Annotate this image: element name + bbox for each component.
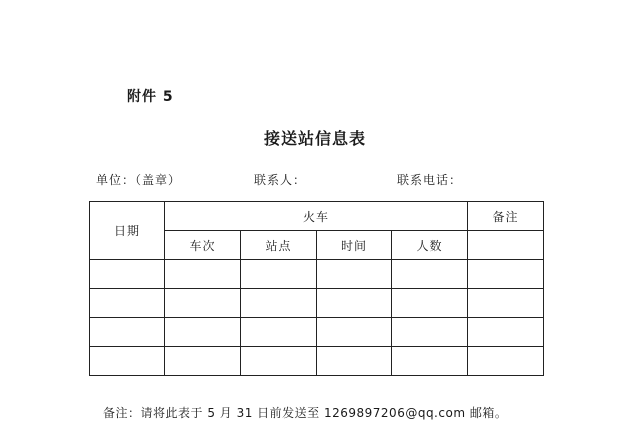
phone-label: 联系电话：	[397, 173, 463, 187]
table-cell[interactable]	[90, 318, 165, 347]
train-header: 火车	[165, 202, 468, 231]
train-number-header: 车次	[165, 231, 241, 260]
table-cell[interactable]	[392, 318, 468, 347]
header-row-1	[90, 202, 544, 231]
table-cell[interactable]	[165, 289, 241, 318]
table-cell[interactable]	[468, 318, 544, 347]
table-cell[interactable]	[165, 260, 241, 289]
date-header: 日期	[90, 202, 165, 260]
table-cell[interactable]	[468, 289, 544, 318]
table-cell[interactable]	[468, 260, 544, 289]
table-cell[interactable]	[317, 318, 392, 347]
pickup-info-table	[89, 201, 544, 376]
table-cell[interactable]	[317, 260, 392, 289]
table-row	[90, 260, 544, 289]
table-cell[interactable]	[317, 347, 392, 376]
remarks-subcell[interactable]	[468, 231, 544, 260]
time-header: 时间	[317, 231, 392, 260]
table-cell[interactable]	[241, 289, 317, 318]
table-row	[90, 347, 544, 376]
table-cell[interactable]	[317, 289, 392, 318]
attachment-label: 附件 5	[127, 89, 174, 105]
table-cell[interactable]	[165, 318, 241, 347]
table-cell[interactable]	[90, 260, 165, 289]
table-cell[interactable]	[241, 260, 317, 289]
remarks-header: 备注	[468, 202, 544, 231]
table-cell[interactable]	[392, 289, 468, 318]
table-cell[interactable]	[392, 260, 468, 289]
table-row	[90, 289, 544, 318]
table-row	[90, 318, 544, 347]
table-cell[interactable]	[165, 347, 241, 376]
table-cell[interactable]	[90, 289, 165, 318]
table-cell[interactable]	[392, 347, 468, 376]
station-header: 站点	[241, 231, 317, 260]
table-cell[interactable]	[468, 347, 544, 376]
page-title: 接送站信息表	[263, 129, 366, 148]
contact-label: 联系人：	[254, 173, 307, 187]
unit-label: 单位：（盖章）	[96, 173, 182, 187]
table-cell[interactable]	[241, 347, 317, 376]
table-cell[interactable]	[90, 347, 165, 376]
people-count-header: 人数	[392, 231, 468, 260]
table-cell[interactable]	[241, 318, 317, 347]
footnote: 备注：请将此表于 5 月 31 日前发送至 1269897206@qq.com 邮箱。	[103, 406, 508, 420]
